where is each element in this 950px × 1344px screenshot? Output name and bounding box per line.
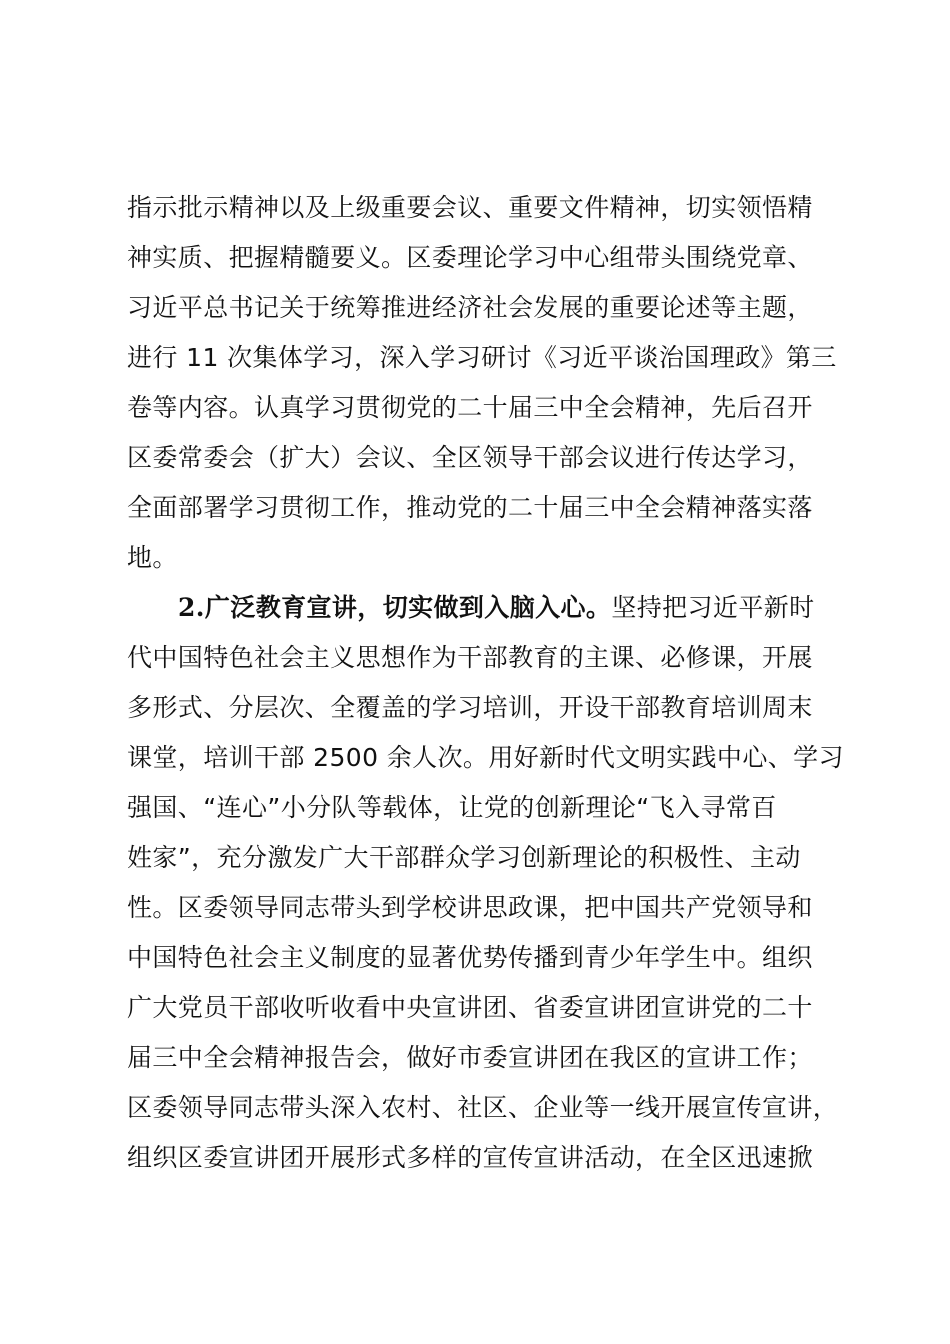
body-text-line: 广大党员干部收听收看中央宣讲团、省委宣讲团宣讲党的二十 (127, 993, 813, 1022)
body-text-line: 课堂，培训干部 2500 余人次。用好新时代文明实践中心、学习 (127, 743, 844, 772)
body-text-line: 强国、“连心”小分队等载体，让党的创新理论“飞入寻常百 (127, 793, 777, 822)
section-2-first-line (178, 583, 815, 633)
body-text-line: 姓家”，充分激发广大干部群众学习创新理论的积极性、主动 (127, 843, 801, 872)
body-text-line: 区委常委会（扩大）会议、全区领导干部会议进行传达学习， (127, 443, 813, 472)
body-text-line: 指示批示精神以及上级重要会议、重要文件精神，切实领悟精 (127, 193, 813, 222)
body-text-line: 组织区委宣讲团开展形式多样的宣传宣讲活动，在全区迅速掀 (127, 1143, 813, 1172)
body-text-line: 进行 11 次集体学习，深入学习研讨《习近平谈治国理政》第三 (127, 343, 837, 372)
body-text-line: 中国特色社会主义制度的显著优势传播到青少年学生中。组织 (127, 943, 813, 972)
body-text-line: 地。 (127, 543, 178, 572)
body-text-line: 习近平总书记关于统筹推进经济社会发展的重要论述等主题， (127, 293, 813, 322)
body-text-line: 区委领导同志带头深入农村、社区、企业等一线开展宣传宣讲， (127, 1093, 839, 1122)
body-text-line: 卷等内容。认真学习贯彻党的二十届三中全会精神，先后召开 (127, 393, 813, 422)
body-text-line: 性。区委领导同志带头到学校讲思政课，把中国共产党领导和 (127, 893, 813, 922)
section-2-first-line-text: 坚持把习近平新时 (611, 593, 815, 622)
body-text-line: 全面部署学习贯彻工作，推动党的二十届三中全会精神落实落 (127, 493, 813, 522)
section-2-heading: 2.广泛教育宣讲，切实做到入脑入心。 (178, 593, 612, 622)
body-text-line: 代中国特色社会主义思想作为干部教育的主课、必修课，开展 (127, 643, 813, 672)
body-text-line: 届三中全会精神报告会，做好市委宣讲团在我区的宣讲工作； (127, 1043, 813, 1072)
body-text-line: 多形式、分层次、全覆盖的学习培训，开设干部教育培训周末 (127, 693, 813, 722)
body-text-line: 神实质、把握精髓要义。区委理论学习中心组带头围绕党章、 (127, 243, 813, 272)
